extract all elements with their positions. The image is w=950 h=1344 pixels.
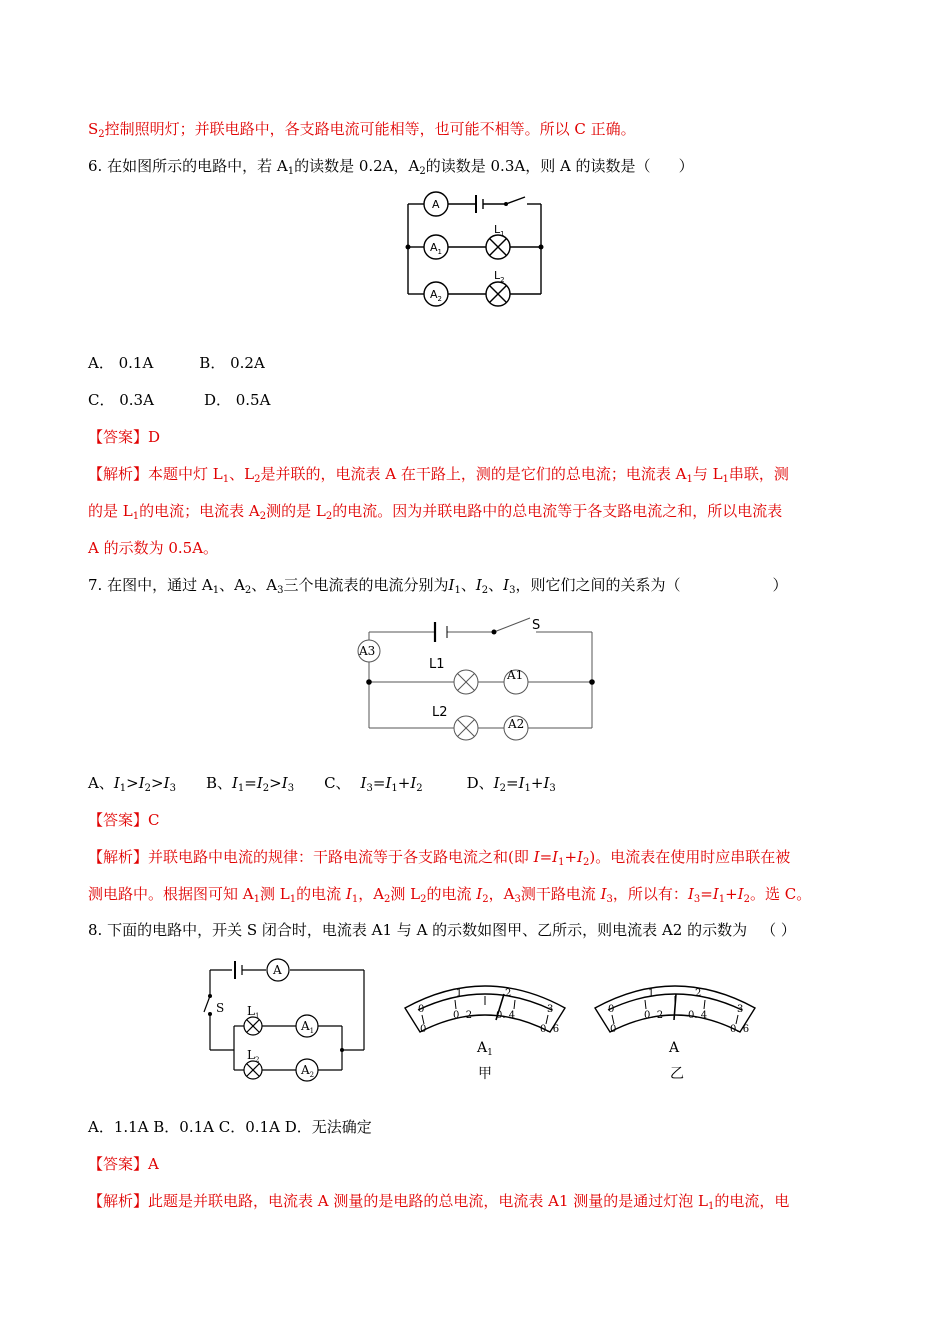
q7-circuit-diagram bbox=[352, 610, 608, 742]
q7-option-c: C、 $I_3=I_1+I_2$ bbox=[324, 774, 423, 794]
jia-caption: 甲 bbox=[478, 1066, 492, 1082]
q8-options: A．1.1A B．0.1A C．0.1A D．无法确定 bbox=[88, 1118, 372, 1136]
q6-stem: 6. 在如图所示的电路中，若 $A_1$的读数是 0.2A，$A_2$的读数是 0.3A，则 A 的读数是（ ） bbox=[88, 157, 694, 177]
q8-answer: 【答案】A bbox=[88, 1155, 159, 1173]
q7-answer: 【答案】C bbox=[88, 811, 160, 829]
q6-options-row2 bbox=[88, 390, 270, 410]
lamp-l1-label: $L_1$ bbox=[494, 223, 505, 238]
svg-text:0. 4: 0. 4 bbox=[496, 1010, 516, 1021]
q6-option-d: D． 0.5A bbox=[203, 391, 271, 409]
svg-text:0. 4: 0. 4 bbox=[688, 1010, 708, 1021]
q7-analysis-2: 测电路中。根据图可知 $A_1$测 $L_1$的电流 $I_1$，$A_2$测 $L_2$的电流 $I_2$，$A_3$测干路电流 $I_3$，所以有：$I_3=I_1+I_2$。选 C。 bbox=[88, 885, 812, 905]
meter-a-caption: A bbox=[669, 1040, 680, 1056]
meter-a2-label: $A_2$ bbox=[301, 1063, 315, 1079]
meter-a2-label: A2 bbox=[508, 717, 525, 731]
svg-text:0: 0 bbox=[610, 1024, 617, 1035]
svg-text:0. 6: 0. 6 bbox=[540, 1024, 560, 1035]
meter-a1-label: $A_1$ bbox=[430, 241, 442, 256]
q7-option-b: B、$I_1=I_2>I_3$ bbox=[205, 774, 295, 794]
lamp-l1-label: L1 bbox=[429, 657, 445, 672]
svg-text:3: 3 bbox=[547, 1004, 554, 1015]
meter-a3-label: A3 bbox=[359, 644, 376, 658]
q6-option-c: C． 0.3A bbox=[88, 391, 154, 409]
q7-options bbox=[88, 773, 556, 799]
q6-options-row1 bbox=[88, 353, 265, 373]
q8-circuit-diagram bbox=[192, 958, 370, 1083]
svg-text:0. 2: 0. 2 bbox=[453, 1010, 473, 1021]
q6-analysis-3: A 的示数为 0.5A。 bbox=[88, 539, 219, 557]
svg-text:3: 3 bbox=[737, 1004, 744, 1015]
svg-text:1: 1 bbox=[456, 988, 463, 999]
lamp-l1-label: $L_1$ bbox=[247, 1004, 260, 1020]
lamp-l2-label: $L_2$ bbox=[494, 269, 505, 284]
switch-s-label: S bbox=[532, 618, 541, 633]
q6-analysis-2: 的是 $L_1$的电流；电流表 $A_2$测的是 $L_2$的电流。因为并联电路中的总电流等于各支路电流之和，所以电流表 bbox=[88, 502, 783, 522]
q6-option-b: B． 0.2A bbox=[199, 354, 265, 372]
meter-a1-caption: $A_1$ bbox=[477, 1040, 493, 1058]
svg-text:0: 0 bbox=[418, 1004, 425, 1015]
svg-text:0: 0 bbox=[608, 1004, 615, 1015]
svg-text:0. 6: 0. 6 bbox=[730, 1024, 750, 1035]
svg-text:0: 0 bbox=[420, 1024, 427, 1035]
meter-a1-label: A1 bbox=[507, 668, 524, 682]
q6-analysis-1: 【解析】本题中灯 $L_1$、$L_2$是并联的，电流表 A 在干路上，测的是它们的总电流；电流表 $A_1$与 $L_1$串联，测 bbox=[88, 465, 789, 485]
switch-s-label: S bbox=[216, 1001, 225, 1015]
meter-a2-label: $A_2$ bbox=[430, 288, 442, 303]
yi-caption: 乙 bbox=[670, 1066, 684, 1082]
svg-text:1: 1 bbox=[648, 988, 655, 999]
ammeter-yi bbox=[590, 972, 760, 1084]
q7-option-a: A、$I_1>I_2>I_3$ bbox=[88, 774, 176, 794]
svg-text:2: 2 bbox=[505, 988, 512, 999]
meter-a-label: A bbox=[432, 198, 440, 211]
lamp-l2-label: L2 bbox=[432, 705, 448, 720]
q6-answer: 【答案】D bbox=[88, 428, 161, 446]
svg-text:0. 2: 0. 2 bbox=[644, 1010, 664, 1021]
q6-option-a: A． 0.1A bbox=[88, 354, 154, 372]
q8-stem: 8. 下面的电路中，开关 S 闭合时，电流表 A1 与 A 的示数如图甲、乙所示，则电流表 A2 的示数为 （ ） bbox=[88, 921, 796, 939]
svg-text:2: 2 bbox=[695, 988, 702, 999]
q6-circuit-diagram bbox=[398, 187, 554, 309]
ammeter-jia bbox=[400, 972, 570, 1084]
q7-stem: 7. 在图中，通过 $A_1$、$A_2$、$A_3$三个电流表的电流分别为$I_1$、$I_2$、$I_3$，则它们之间的关系为（ ） bbox=[88, 576, 788, 596]
prev-analysis-tail: $S_2$控制照明灯；并联电路中，各支路电流可能相等，也可能不相等。所以 C 正确。 bbox=[88, 120, 636, 140]
q7-option-d: D、$I_2=I_1+I_3$ bbox=[466, 774, 556, 794]
q8-analysis-1: 【解析】此题是并联电路，电流表 A 测量的是电路的总电流，电流表 A1 测量的是通过灯泡 $L_1$的电流，电 bbox=[88, 1192, 790, 1212]
lamp-l2-label: $L_2$ bbox=[247, 1048, 260, 1064]
q7-analysis-1: 【解析】并联电路中电流的规律：干路电流等于各支路电流之和(即 $I=I_1+I_2$)。电流表在使用时应串联在被 bbox=[88, 848, 791, 868]
meter-a-label: A bbox=[273, 963, 282, 977]
meter-a1-label: $A_1$ bbox=[301, 1019, 315, 1035]
